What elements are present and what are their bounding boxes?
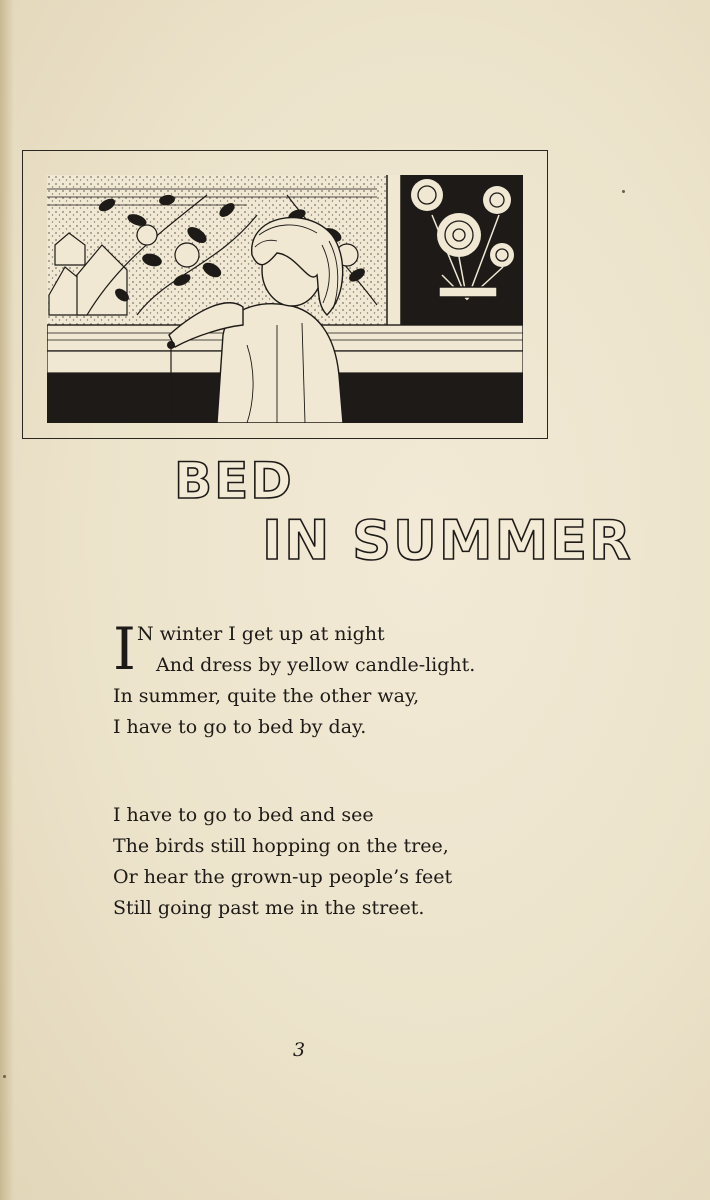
illustration-frame [22, 150, 548, 439]
poem-line: And dress by yellow candle-light. [156, 654, 476, 676]
poem-line: Still going past me in the street. [113, 897, 425, 919]
stanza-2 [113, 800, 452, 924]
child-at-window-illustration [47, 175, 523, 423]
poem-title-line-1: BED [174, 452, 294, 510]
poem-line: N winter I get up at night [137, 623, 385, 645]
poem-title-line-2: IN SUMMER [262, 509, 633, 572]
poem-line: The birds still hopping on the tree, [113, 835, 449, 857]
stanza-1 [113, 615, 476, 743]
page-number: 3 [292, 1039, 306, 1061]
drop-cap: I [113, 615, 136, 683]
page-gutter-shadow [0, 0, 14, 1200]
poem-line: I have to go to bed and see [113, 804, 374, 826]
paper-speck [622, 190, 625, 193]
poem-line: In summer, quite the other way, [113, 685, 420, 707]
poem-line: Or hear the grown-up people’s feet [113, 866, 453, 888]
paper-speck [3, 1075, 6, 1078]
poem-line: I have to go to bed by day. [113, 716, 367, 738]
